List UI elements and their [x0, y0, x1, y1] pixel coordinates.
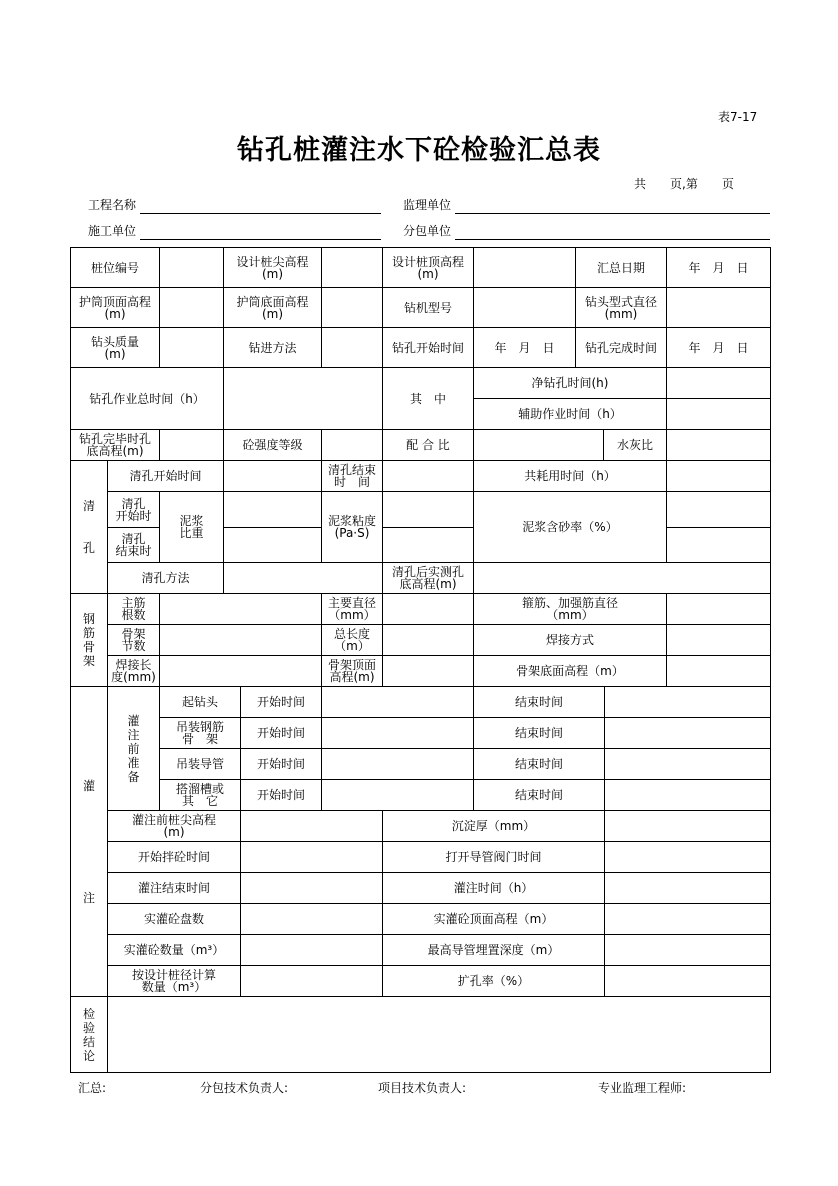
label-cleaning: 清 孔 [70, 460, 108, 594]
subcontractor-field[interactable] [455, 239, 770, 240]
label-main-dia: 主要直径 （mm） [321, 593, 383, 625]
page-title: 钻孔桩灌注水下砼检验汇总表 [237, 135, 601, 166]
input-cell[interactable] [321, 327, 383, 368]
label-end-time: 结束时间 [473, 779, 605, 811]
label-start-time: 开始时间 [240, 779, 322, 811]
input-cell[interactable] [240, 810, 383, 842]
label-valve-open: 打开导管阀门时间 [382, 841, 605, 873]
label-clean-method: 清孔方法 [107, 562, 224, 594]
label-pouring: 灌 注 [70, 686, 108, 997]
form-number: 表7-17 [718, 110, 758, 124]
input-cell[interactable] [382, 593, 474, 625]
label-start-time: 开始时间 [240, 717, 322, 749]
input-cell[interactable] [159, 247, 224, 288]
label-start-time: 开始时间 [240, 686, 322, 718]
label-drill-start-date[interactable]: 年 月 日 [473, 327, 576, 368]
input-cell[interactable] [321, 287, 383, 328]
label-top-elev: 实灌砼顶面高程（m） [382, 903, 605, 935]
supervisor-label: 监理单位 [403, 198, 452, 212]
input-cell[interactable] [240, 841, 383, 873]
label-design-volume: 按设计桩径计算 数量（m³） [107, 965, 241, 997]
label-hoist-tremie: 吊装导管 [159, 748, 241, 780]
label-concrete-grade: 砼强度等级 [223, 429, 322, 461]
label-clean-end-time: 清孔结束 时 间 [321, 460, 383, 492]
footer-proj-tech: 项目技术负责人: [378, 1081, 467, 1095]
label-sediment: 沉淀厚（mm） [382, 810, 605, 842]
label-cage-top-elev: 骨架顶面 高程(m) [321, 655, 383, 687]
label-pour-time: 灌注时间（h） [382, 872, 605, 904]
footer-sub-tech: 分包技术负责人: [200, 1081, 289, 1095]
label-weld-length: 焊接长 度(mm) [107, 655, 160, 687]
label-actual-volume: 实灌砼数量（m³） [107, 934, 241, 966]
input-cell[interactable] [473, 287, 576, 328]
label-stirrup-dia: 箍筋、加强筋直径 （mm） [473, 593, 667, 625]
input-cell[interactable] [223, 527, 322, 563]
label-start-time: 开始时间 [240, 748, 322, 780]
label-end-time: 结束时间 [473, 717, 605, 749]
label-aux-time: 辅助作业时间（h） [473, 398, 667, 430]
input-cell[interactable] [240, 934, 383, 966]
label-cage-sections: 骨架 节数 [107, 624, 160, 656]
input-cell[interactable] [321, 686, 474, 718]
label-summary-date[interactable]: 汇总日期 [575, 247, 667, 288]
input-cell[interactable] [604, 903, 771, 935]
label-main-bar-count: 主筋 根数 [107, 593, 160, 625]
input-cell[interactable] [666, 491, 771, 528]
label-bit-weight: 钻头质量 (m) [70, 327, 160, 368]
input-cell[interactable] [223, 460, 322, 492]
input-cell[interactable] [321, 748, 474, 780]
input-cell[interactable] [473, 429, 604, 461]
input-cell[interactable] [604, 934, 771, 966]
input-cell[interactable] [321, 779, 474, 811]
label-total-drill-time: 钻孔作业总时间（h） [70, 367, 224, 430]
input-cell[interactable] [604, 810, 771, 842]
label-lift-bit: 起钻头 [159, 686, 241, 718]
project-name-field[interactable] [140, 213, 381, 214]
label-drill-start: 钻孔开始时间 [382, 327, 474, 368]
label-date-ymd[interactable]: 年 月 日 [666, 247, 771, 288]
input-cell[interactable] [382, 491, 474, 528]
input-cell[interactable] [604, 965, 771, 997]
subcontractor-label: 分包单位 [403, 224, 452, 238]
label-of-which: 其 中 [382, 367, 474, 430]
label-rig-model: 钻机型号 [382, 287, 474, 328]
label-bit-type-dia: 钻头型式直径 (mm) [575, 287, 667, 328]
label-chute-other: 搭溜槽或 其 它 [159, 779, 241, 811]
input-cell[interactable] [159, 655, 322, 687]
label-pour-end: 灌注结束时间 [107, 872, 241, 904]
input-cell[interactable] [666, 429, 771, 461]
label-batches: 实灌砼盘数 [107, 903, 241, 935]
label-hole-bottom-elev: 钻孔完毕时孔 底高程(m) [70, 429, 160, 461]
input-cell[interactable] [604, 717, 771, 749]
label-net-drill-time: 净钻孔时间(h) [473, 367, 667, 399]
input-cell[interactable] [159, 624, 322, 656]
contractor-label: 施工单位 [88, 224, 137, 238]
label-design-top-elev: 设计桩顶高程 (m) [382, 247, 474, 288]
label-clean-start-time: 清孔开始时间 [107, 460, 224, 492]
label-pile-no: 桩位编号 [70, 247, 160, 288]
input-cell[interactable] [604, 748, 771, 780]
input-cell[interactable] [666, 655, 771, 687]
label-max-embed: 最高导管埋置深度（m） [382, 934, 605, 966]
label-drill-method: 钻进方法 [223, 327, 322, 368]
label-clean-end: 清孔 结束时 [107, 527, 160, 563]
label-mud-density: 泥浆 比重 [159, 491, 224, 563]
input-cell[interactable] [666, 398, 771, 430]
label-clean-start: 清孔 开始时 [107, 491, 160, 528]
label-total-time: 共耗用时间（h） [473, 460, 667, 492]
input-cell[interactable] [240, 903, 383, 935]
label-pre-pour-tip-elev: 灌注前桩尖高程 (m) [107, 810, 241, 842]
supervisor-field[interactable] [455, 213, 770, 214]
label-casing-bottom-elev: 护筒底面高程 (m) [223, 287, 322, 328]
label-hoist-cage: 吊装钢筋 骨 架 [159, 717, 241, 749]
label-design-tip-elev: 设计桩尖高程 (m) [223, 247, 322, 288]
input-cell[interactable] [223, 491, 322, 528]
input-cell[interactable] [240, 965, 383, 997]
footer-engineer: 专业监理工程师: [598, 1081, 687, 1095]
project-name-label: 工程名称 [88, 198, 137, 212]
label-weld-method: 焊接方式 [473, 624, 667, 656]
label-casing-top-elev: 护筒顶面高程 (m) [70, 287, 160, 328]
input-cell[interactable] [321, 247, 383, 288]
footer-summary: 汇总: [78, 1081, 107, 1095]
contractor-field[interactable] [140, 239, 381, 240]
input-cell[interactable] [321, 429, 383, 461]
input-cell[interactable] [604, 686, 771, 718]
input-cell[interactable] [666, 460, 771, 492]
input-cell[interactable] [666, 367, 771, 399]
input-cell[interactable] [107, 996, 771, 1073]
label-drill-end: 钻孔完成时间 [575, 327, 667, 368]
input-cell[interactable] [473, 247, 576, 288]
input-cell[interactable] [604, 779, 771, 811]
input-cell[interactable] [382, 655, 474, 687]
input-cell[interactable] [666, 593, 771, 625]
label-mix-ratio: 配 合 比 [382, 429, 474, 461]
label-conclusion: 检 验 结 论 [70, 996, 108, 1073]
input-cell[interactable] [666, 527, 771, 563]
label-end-time: 结束时间 [473, 748, 605, 780]
input-cell[interactable] [159, 593, 322, 625]
input-cell[interactable] [666, 287, 771, 328]
input-cell[interactable] [382, 527, 474, 563]
input-cell[interactable] [382, 624, 474, 656]
input-cell[interactable] [159, 327, 224, 368]
input-cell[interactable] [604, 872, 771, 904]
input-cell[interactable] [382, 460, 474, 492]
input-cell[interactable] [604, 841, 771, 873]
input-cell[interactable] [159, 287, 224, 328]
label-wc-ratio: 水灰比 [603, 429, 667, 461]
label-pre-pour: 灌 注 前 准 备 [107, 686, 160, 811]
label-total-length: 总长度 （m） [321, 624, 383, 656]
label-after-clean-elev: 清孔后实测孔 底高程(m) [382, 562, 474, 594]
label-mud-sand: 泥浆含砂率（%） [473, 491, 667, 563]
label-mud-viscosity: 泥浆粘度 (Pa·S) [321, 491, 383, 563]
label-mix-start: 开始拌砼时间 [107, 841, 241, 873]
input-cell[interactable] [159, 429, 224, 461]
label-cage: 钢 筋 骨 架 [70, 593, 108, 687]
label-end-time: 结束时间 [473, 686, 605, 718]
input-cell[interactable] [223, 367, 383, 430]
input-cell[interactable] [223, 562, 383, 594]
page-info: 共 页,第 页 [634, 177, 734, 191]
label-cage-bottom-elev: 骨架底面高程（m） [473, 655, 667, 687]
input-cell[interactable] [473, 562, 771, 594]
input-cell[interactable] [240, 872, 383, 904]
label-enlarge-rate: 扩孔率（%） [382, 965, 605, 997]
input-cell[interactable] [666, 624, 771, 656]
label-drill-end-date[interactable]: 年 月 日 [666, 327, 771, 368]
input-cell[interactable] [321, 717, 474, 749]
